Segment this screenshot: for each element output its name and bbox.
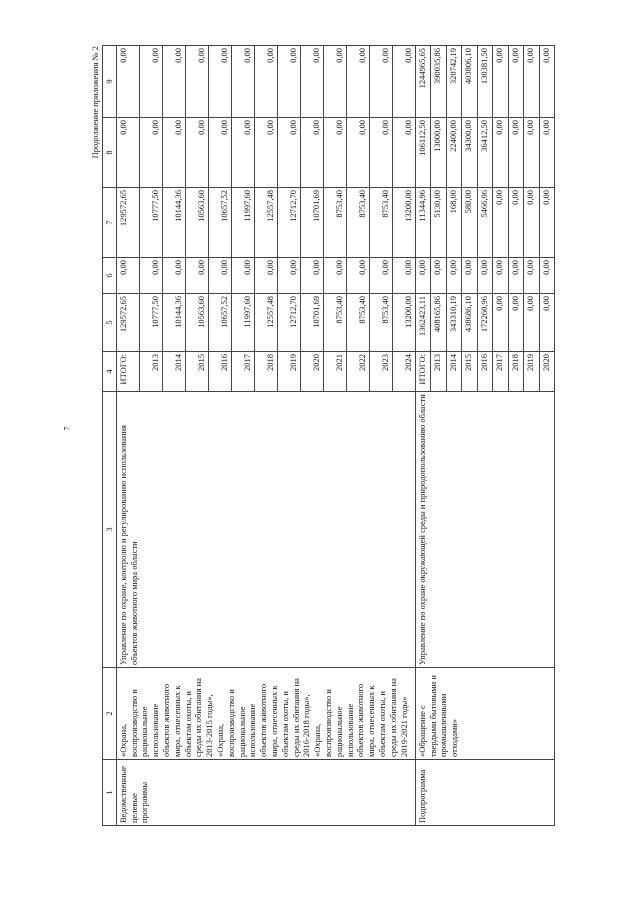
year-cell: 2014 bbox=[446, 352, 462, 392]
amount-cell: 0,00 bbox=[185, 258, 208, 294]
amount-cell: 10657,52 bbox=[208, 188, 231, 258]
amount-cell: 10777,50 bbox=[139, 188, 162, 258]
year-cell: ИТОГО: bbox=[415, 352, 431, 392]
year-cell: 2013 bbox=[431, 352, 447, 392]
table-row bbox=[415, 46, 431, 826]
amount-cell: 0,00 bbox=[539, 188, 555, 258]
amount-cell: 580,00 bbox=[462, 188, 478, 258]
amount-cell: 0,00 bbox=[431, 258, 447, 294]
amount-cell: 10563,60 bbox=[185, 188, 208, 258]
amount-cell: 0,00 bbox=[323, 118, 346, 188]
col-header: 8 bbox=[103, 118, 117, 188]
amount-cell: 0,00 bbox=[524, 294, 540, 352]
amount-cell: 0,00 bbox=[415, 258, 431, 294]
amount-cell: 106112,50 bbox=[415, 118, 431, 188]
section-type-cell: Ведомственные целевые программы bbox=[116, 760, 415, 826]
page-number: 7 bbox=[62, 426, 72, 431]
amount-cell: 0,00 bbox=[524, 258, 540, 294]
rotated-page bbox=[88, 46, 588, 826]
amount-cell: 13000,00 bbox=[431, 118, 447, 188]
amount-cell: 12557,48 bbox=[254, 294, 277, 352]
year-cell: 2024 bbox=[392, 352, 415, 392]
amount-cell: 403806,10 bbox=[462, 46, 478, 118]
amount-cell: 0,00 bbox=[493, 46, 509, 118]
amount-cell: 1244965,65 bbox=[415, 46, 431, 118]
amount-cell: 0,00 bbox=[323, 258, 346, 294]
amount-cell: 390035,86 bbox=[431, 46, 447, 118]
amount-cell: 0,00 bbox=[508, 294, 524, 352]
amount-cell: 343310,19 bbox=[446, 294, 462, 352]
amount-cell: 0,00 bbox=[493, 258, 509, 294]
amount-cell: 0,00 bbox=[300, 258, 323, 294]
amount-cell: 0,00 bbox=[524, 46, 540, 118]
amount-cell: 0,00 bbox=[392, 118, 415, 188]
year-cell: 2019 bbox=[277, 352, 300, 392]
amount-cell: 438686,10 bbox=[462, 294, 478, 352]
amount-cell: 0,00 bbox=[446, 258, 462, 294]
amount-cell: 0,00 bbox=[208, 118, 231, 188]
amount-cell: 13200,00 bbox=[392, 294, 415, 352]
amount-cell: 0,00 bbox=[346, 258, 369, 294]
amount-cell: 172260,96 bbox=[477, 294, 493, 352]
amount-cell: 0,00 bbox=[116, 258, 139, 294]
amount-cell: 0,00 bbox=[508, 188, 524, 258]
column-number-row bbox=[103, 46, 117, 826]
col-header: 2 bbox=[103, 668, 117, 760]
amount-cell: 0,00 bbox=[346, 46, 369, 118]
col-header: 9 bbox=[103, 46, 117, 118]
amount-cell: 36412,50 bbox=[477, 118, 493, 188]
amount-cell: 1362423,11 bbox=[415, 294, 431, 352]
amount-cell: 13200,00 bbox=[392, 188, 415, 258]
amount-cell: 34300,00 bbox=[462, 118, 478, 188]
amount-cell: 11997,60 bbox=[231, 188, 254, 258]
year-cell: 2014 bbox=[162, 352, 185, 392]
amount-cell: 0,00 bbox=[139, 118, 162, 188]
amount-cell: 10144,36 bbox=[162, 188, 185, 258]
year-cell: 2022 bbox=[346, 352, 369, 392]
amount-cell: 11997,60 bbox=[231, 294, 254, 352]
amount-cell: 408165,86 bbox=[431, 294, 447, 352]
amount-cell: 5466,96 bbox=[477, 188, 493, 258]
amount-cell: 0,00 bbox=[116, 46, 139, 118]
year-cell: 2016 bbox=[208, 352, 231, 392]
budget-table bbox=[102, 45, 555, 826]
year-cell: 2018 bbox=[254, 352, 277, 392]
amount-cell: 0,00 bbox=[539, 118, 555, 188]
year-cell: 2013 bbox=[139, 352, 162, 392]
col-header: 3 bbox=[103, 392, 117, 668]
amount-cell: 0,00 bbox=[162, 46, 185, 118]
amount-cell: 10563,60 bbox=[185, 294, 208, 352]
continuation-label: Продолжение приложения № 2 bbox=[90, 46, 100, 159]
amount-cell: 0,00 bbox=[508, 46, 524, 118]
amount-cell: 0,00 bbox=[185, 46, 208, 118]
col-header: 7 bbox=[103, 188, 117, 258]
amount-cell: 0,00 bbox=[539, 294, 555, 352]
amount-cell: 0,00 bbox=[392, 258, 415, 294]
year-cell: 2018 bbox=[508, 352, 524, 392]
year-cell: 2023 bbox=[369, 352, 392, 392]
amount-cell: 0,00 bbox=[369, 118, 392, 188]
amount-cell: 0,00 bbox=[462, 258, 478, 294]
amount-cell: 0,00 bbox=[277, 118, 300, 188]
amount-cell: 0,00 bbox=[277, 258, 300, 294]
amount-cell: 8753,40 bbox=[346, 188, 369, 258]
amount-cell: 8753,40 bbox=[323, 188, 346, 258]
amount-cell: 0,00 bbox=[508, 118, 524, 188]
amount-cell: 0,00 bbox=[208, 46, 231, 118]
amount-cell: 0,00 bbox=[208, 258, 231, 294]
amount-cell: 0,00 bbox=[254, 258, 277, 294]
col-header: 4 bbox=[103, 352, 117, 392]
amount-cell: 0,00 bbox=[508, 258, 524, 294]
amount-cell: 0,00 bbox=[162, 258, 185, 294]
amount-cell: 0,00 bbox=[231, 46, 254, 118]
table-row bbox=[116, 46, 139, 826]
amount-cell: 12712,70 bbox=[277, 188, 300, 258]
year-cell: 2021 bbox=[323, 352, 346, 392]
amount-cell: 0,00 bbox=[254, 118, 277, 188]
amount-cell: 10701,69 bbox=[300, 294, 323, 352]
year-cell: 2017 bbox=[493, 352, 509, 392]
amount-cell: 8753,40 bbox=[369, 294, 392, 352]
amount-cell: 0,00 bbox=[300, 46, 323, 118]
amount-cell: 0,00 bbox=[254, 46, 277, 118]
amount-cell: 0,00 bbox=[524, 118, 540, 188]
year-cell: 2016 bbox=[477, 352, 493, 392]
amount-cell: 129572,65 bbox=[116, 188, 139, 258]
executor-cell: Управление по охране окружающей среды и природопользованию области bbox=[415, 392, 555, 668]
amount-cell: 130381,50 bbox=[477, 46, 493, 118]
amount-cell: 0,00 bbox=[116, 118, 139, 188]
amount-cell: 0,00 bbox=[346, 118, 369, 188]
executor-cell: Управление по охране, контролю и регулированию использования объектов животного мира области bbox=[116, 392, 415, 668]
amount-cell: 0,00 bbox=[539, 46, 555, 118]
amount-cell: 0,00 bbox=[369, 46, 392, 118]
year-cell: 2020 bbox=[539, 352, 555, 392]
col-header: 6 bbox=[103, 258, 117, 294]
amount-cell: 12712,70 bbox=[277, 294, 300, 352]
amount-cell: 0,00 bbox=[139, 46, 162, 118]
amount-cell: 0,00 bbox=[277, 46, 300, 118]
amount-cell: 168,00 bbox=[446, 188, 462, 258]
amount-cell: 0,00 bbox=[139, 258, 162, 294]
amount-cell: 22400,00 bbox=[446, 118, 462, 188]
amount-cell: 0,00 bbox=[477, 258, 493, 294]
amount-cell: 11344,96 bbox=[415, 188, 431, 258]
amount-cell: 0,00 bbox=[300, 118, 323, 188]
year-cell: 2015 bbox=[462, 352, 478, 392]
amount-cell: 10701,69 bbox=[300, 188, 323, 258]
year-cell: 2020 bbox=[300, 352, 323, 392]
amount-cell: 0,00 bbox=[524, 188, 540, 258]
col-header: 5 bbox=[103, 294, 117, 352]
section-name-cell: «Обращение с твердыми бытовыми и промышленными отходами» bbox=[415, 668, 555, 760]
amount-cell: 0,00 bbox=[231, 118, 254, 188]
amount-cell: 8753,40 bbox=[369, 188, 392, 258]
year-cell: 2017 bbox=[231, 352, 254, 392]
amount-cell: 0,00 bbox=[231, 258, 254, 294]
amount-cell: 129572,65 bbox=[116, 294, 139, 352]
amount-cell: 0,00 bbox=[493, 188, 509, 258]
section-name-cell: «Охрана, воспроизводство и рациональное использование объектов животного мира, отнесенных к объектам охоты, и среды их обитания на 2013-2015 годы», «Охрана, воспроизводство и рациональное использование объектов животного мира, отнесенных к объектам охоты, и среды их обитания на 2016-2018 годы», «Охрана, воспроизводство и рациональное использование объектов животного мира, отнесенных к объектам охоты, и среды их обитания на 2019-2021 годы» bbox=[116, 668, 415, 760]
amount-cell: 0,00 bbox=[369, 258, 392, 294]
year-cell: ИТОГО: bbox=[116, 352, 139, 392]
amount-cell: 0,00 bbox=[392, 46, 415, 118]
amount-cell: 8753,40 bbox=[323, 294, 346, 352]
amount-cell: 10144,36 bbox=[162, 294, 185, 352]
section-type-cell: Подпрограмма bbox=[415, 760, 555, 826]
year-cell: 2015 bbox=[185, 352, 208, 392]
amount-cell: 10777,50 bbox=[139, 294, 162, 352]
amount-cell: 12557,48 bbox=[254, 188, 277, 258]
amount-cell: 5130,00 bbox=[431, 188, 447, 258]
amount-cell: 10657,52 bbox=[208, 294, 231, 352]
amount-cell: 0,00 bbox=[323, 46, 346, 118]
amount-cell: 0,00 bbox=[539, 258, 555, 294]
col-header: 1 bbox=[103, 760, 117, 826]
amount-cell: 0,00 bbox=[162, 118, 185, 188]
amount-cell: 8753,40 bbox=[346, 294, 369, 352]
amount-cell: 0,00 bbox=[493, 294, 509, 352]
amount-cell: 0,00 bbox=[493, 118, 509, 188]
year-cell: 2019 bbox=[524, 352, 540, 392]
amount-cell: 0,00 bbox=[185, 118, 208, 188]
amount-cell: 320742,19 bbox=[446, 46, 462, 118]
